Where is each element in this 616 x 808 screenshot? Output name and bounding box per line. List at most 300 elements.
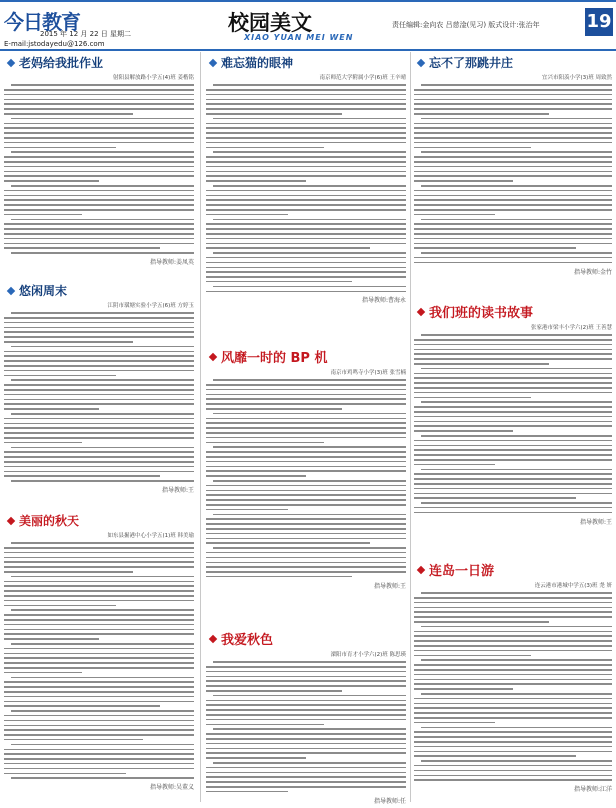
text-line: [4, 341, 133, 343]
text-line: [206, 262, 406, 264]
text-line: [206, 161, 406, 163]
text-line: [414, 746, 612, 748]
text-line: [414, 645, 612, 647]
text-line: [206, 123, 406, 125]
text-line: [206, 767, 406, 769]
text-line: [4, 137, 194, 139]
article-byline: 溧阳市育才小学六(2)班 陈思瑛: [330, 652, 406, 658]
text-line: [206, 233, 406, 235]
section-pinyin: XIAO YUAN MEI WEN: [244, 33, 354, 42]
text-line: [206, 685, 406, 687]
teacher-credit: 指导教师:吴董义: [149, 784, 194, 792]
text-line: [4, 432, 194, 434]
text-line: [206, 509, 288, 511]
text-line: [414, 512, 612, 514]
text-line: [421, 435, 612, 437]
text-line: [4, 132, 194, 134]
text-line: [421, 693, 612, 695]
text-line: [206, 389, 406, 391]
article-byline: 连云港市港城中学五(3)班 尧 妍: [534, 583, 612, 589]
text-line: [206, 127, 406, 129]
text-line: [206, 781, 406, 783]
text-line: [206, 576, 352, 578]
text-line: [414, 204, 612, 206]
text-line: [4, 238, 194, 240]
text-line: [414, 363, 549, 365]
article-title: 连岛一日游: [414, 560, 612, 579]
text-line: [206, 562, 406, 564]
text-line: [11, 710, 194, 712]
text-line: [4, 365, 194, 367]
text-line: [206, 566, 406, 568]
text-line: [213, 413, 406, 415]
text-line: [414, 387, 612, 389]
text-line: [414, 99, 612, 101]
text-line: [206, 499, 406, 501]
text-line: [213, 286, 406, 288]
text-line: [213, 379, 406, 381]
article-body: [414, 592, 612, 781]
text-line: [206, 257, 406, 259]
text-line: [206, 291, 406, 293]
article-body: [206, 379, 406, 577]
text-line: [4, 442, 82, 444]
text-line: [4, 571, 133, 573]
text-line: [414, 473, 612, 475]
article: [414, 560, 612, 793]
text-line: [206, 228, 406, 230]
text-line: [206, 156, 406, 158]
text-line: [414, 108, 612, 110]
article-byline: 张家港市梁丰小学六(2)班 王善慧: [530, 325, 612, 331]
text-line: [414, 123, 612, 125]
text-line: [414, 775, 612, 777]
text-line: [4, 142, 194, 144]
text-line: [213, 547, 406, 549]
text-line: [206, 190, 406, 192]
text-line: [414, 449, 612, 451]
text-line: [206, 466, 406, 468]
text-line: [4, 204, 194, 206]
diamond-bullet-icon: [417, 565, 425, 573]
diamond-bullet-icon: [7, 58, 15, 66]
text-line: [414, 147, 531, 149]
article: [4, 282, 194, 494]
article: [206, 347, 406, 590]
text-line: [414, 722, 495, 724]
text-line: [4, 408, 99, 410]
text-line: [414, 779, 612, 781]
text-line: [206, 733, 406, 735]
text-line: [11, 346, 194, 348]
text-line: [4, 667, 194, 669]
text-line: [414, 674, 612, 676]
text-line: [4, 763, 194, 765]
text-line: [206, 89, 406, 91]
text-line: [4, 94, 194, 96]
text-line: [206, 518, 406, 520]
text-line: [4, 403, 194, 405]
article: [4, 54, 194, 266]
text-line: [414, 493, 612, 495]
text-line: [213, 219, 406, 221]
text-line: [4, 99, 194, 101]
text-line: [4, 399, 194, 401]
text-line: [414, 736, 612, 738]
text-line: [414, 353, 612, 355]
text-line: [4, 705, 160, 707]
text-line: [206, 199, 406, 201]
text-line: [4, 701, 194, 703]
text-line: [414, 195, 612, 197]
text-line: [4, 423, 194, 425]
text-line: [206, 267, 406, 269]
article-title: 老妈给我批作业: [4, 54, 194, 71]
text-line: [4, 581, 194, 583]
text-line: [4, 758, 194, 760]
text-line: [206, 271, 406, 273]
article-title: 难忘猫的眼神: [206, 54, 406, 71]
article: [4, 512, 194, 791]
text-line: [4, 585, 194, 587]
text-line: [414, 382, 612, 384]
text-line: [11, 185, 194, 187]
teacher-credit: 指导教师:王: [579, 518, 612, 526]
text-line: [206, 542, 370, 544]
text-line: [206, 714, 406, 716]
text-line: [414, 175, 612, 177]
text-line: [4, 360, 194, 362]
article-body: [4, 84, 194, 253]
text-line: [414, 113, 549, 115]
article-body: [206, 84, 406, 292]
text-line: [414, 142, 612, 144]
text-line: [4, 773, 126, 775]
text-line: [414, 751, 612, 753]
text-line: [206, 384, 406, 386]
text-line: [414, 440, 612, 442]
text-line: [414, 209, 612, 211]
text-line: [4, 418, 194, 420]
text-line: [414, 454, 612, 456]
text-line: [4, 547, 194, 549]
text-line: [414, 621, 549, 623]
text-line: [213, 118, 406, 120]
text-line: [206, 475, 306, 477]
text-line: [206, 422, 406, 424]
text-line: [414, 94, 612, 96]
text-line: [4, 228, 194, 230]
text-line: [414, 607, 612, 609]
text-line: [4, 209, 194, 211]
article: [206, 54, 406, 304]
text-line: [4, 190, 194, 192]
text-line: [421, 727, 612, 729]
article-title: 我们班的读书故事: [414, 302, 612, 321]
text-line: [213, 151, 406, 153]
text-line: [206, 757, 306, 759]
article-body: [206, 661, 406, 792]
diamond-bullet-icon: [209, 634, 217, 642]
text-line: [11, 777, 194, 779]
text-line: [11, 219, 194, 221]
article-byline: 南京市鸡鸣寺小学(3)班 张雪楠: [330, 370, 406, 376]
text-line: [414, 349, 612, 351]
text-line: [4, 749, 194, 751]
text-line: [4, 247, 160, 249]
text-line: [206, 108, 406, 110]
text-line: [206, 456, 406, 458]
text-line: [421, 185, 612, 187]
text-line: [414, 257, 612, 259]
text-line: [206, 552, 406, 554]
text-line: [206, 132, 406, 134]
text-line: [206, 175, 406, 177]
text-line: [4, 147, 116, 149]
text-line: [213, 252, 406, 254]
text-line: [4, 729, 194, 731]
text-line: [206, 700, 406, 702]
column-divider: [410, 52, 411, 802]
text-line: [414, 430, 513, 432]
text-line: [414, 707, 612, 709]
text-line: [4, 653, 194, 655]
text-line: [11, 151, 194, 153]
text-line: [414, 180, 513, 182]
text-line: [206, 398, 406, 400]
text-line: [414, 166, 612, 168]
text-line: [206, 243, 406, 245]
article: [414, 54, 612, 276]
text-line: [4, 648, 194, 650]
masthead-bottom-rule: [0, 49, 616, 51]
text-line: [414, 459, 612, 461]
text-line: [414, 344, 612, 346]
text-line: [206, 485, 406, 487]
text-line: [414, 214, 495, 216]
text-line: [4, 214, 82, 216]
text-line: [206, 103, 406, 105]
text-line: [4, 768, 194, 770]
text-line: [206, 666, 406, 668]
text-line: [4, 600, 194, 602]
text-line: [414, 631, 612, 633]
text-line: [4, 739, 143, 741]
text-line: [206, 743, 406, 745]
text-line: [4, 351, 194, 353]
diamond-bullet-icon: [7, 286, 15, 294]
text-line: [11, 379, 194, 381]
text-line: [4, 471, 194, 473]
text-line: [4, 629, 194, 631]
text-line: [4, 595, 194, 597]
text-line: [421, 151, 612, 153]
article-body: [414, 84, 612, 263]
text-line: [206, 394, 406, 396]
text-line: [421, 118, 612, 120]
text-line: [4, 681, 194, 683]
text-line: [4, 734, 194, 736]
article-title: 忘不了那跳井庄: [414, 54, 612, 71]
text-line: [4, 725, 194, 727]
text-line: [206, 442, 324, 444]
text-line: [421, 760, 612, 762]
text-line: [4, 466, 194, 468]
text-line: [4, 243, 194, 245]
text-line: [4, 720, 194, 722]
text-line: [4, 195, 194, 197]
text-line: [414, 635, 612, 637]
text-line: [206, 281, 352, 283]
article: [414, 302, 612, 526]
text-line: [4, 161, 194, 163]
text-line: [421, 368, 612, 370]
diamond-bullet-icon: [209, 58, 217, 66]
article-byline: 如东县掘港中心小学五(1)班 韩美瑜: [107, 533, 194, 539]
masthead: [0, 0, 616, 50]
text-line: [414, 770, 612, 772]
text-line: [213, 661, 406, 663]
text-line: [4, 156, 194, 158]
text-line: [11, 609, 194, 611]
text-line: [206, 786, 406, 788]
text-line: [4, 753, 194, 755]
text-line: [414, 233, 612, 235]
text-line: [206, 142, 406, 144]
text-line: [206, 195, 406, 197]
teacher-credit: 指导教师:王: [161, 486, 194, 494]
text-line: [4, 619, 194, 621]
text-line: [414, 640, 612, 642]
text-line: [4, 327, 194, 329]
text-line: [213, 514, 406, 516]
text-line: [4, 336, 194, 338]
text-line: [11, 413, 194, 415]
text-line: [206, 504, 406, 506]
text-line: [213, 185, 406, 187]
teacher-credit: 指导教师:任: [373, 797, 406, 805]
text-line: [414, 765, 612, 767]
text-line: [4, 199, 194, 201]
diamond-bullet-icon: [417, 307, 425, 315]
text-line: [4, 322, 194, 324]
text-line: [4, 180, 99, 182]
text-line: [414, 411, 612, 413]
text-line: [4, 633, 194, 635]
editor-credits: 责任编辑:金向农 吕慈淦(见习) 版式设计:张治年: [392, 21, 540, 29]
text-line: [4, 123, 194, 125]
text-line: [414, 223, 612, 225]
text-line: [414, 156, 612, 158]
text-line: [414, 406, 612, 408]
text-line: [414, 132, 612, 134]
text-line: [421, 592, 612, 594]
text-line: [4, 691, 194, 693]
text-line: [206, 113, 342, 115]
text-line: [206, 94, 406, 96]
text-line: [4, 89, 194, 91]
text-line: [206, 776, 406, 778]
text-line: [414, 669, 612, 671]
text-line: [414, 190, 612, 192]
text-line: [11, 542, 194, 544]
text-line: [421, 252, 612, 254]
text-line: [4, 233, 194, 235]
text-line: [11, 312, 194, 314]
text-line: [206, 791, 288, 793]
text-line: [4, 317, 194, 319]
text-line: [4, 427, 194, 429]
text-line: [414, 507, 612, 509]
text-line: [206, 403, 406, 405]
text-line: [206, 99, 406, 101]
text-line: [414, 445, 612, 447]
article-byline: 江阴市璜塘实验小学五(6)班 方婷玉: [107, 303, 194, 309]
issue-date: 2015 年 12 月 22 日 星期二: [40, 30, 131, 38]
text-line: [414, 712, 612, 714]
text-line: [414, 755, 576, 757]
text-line: [4, 384, 194, 386]
text-line: [11, 677, 194, 679]
text-line: [4, 375, 116, 377]
teacher-credit: 指导教师:王: [373, 582, 406, 590]
text-line: [414, 683, 612, 685]
text-line: [11, 480, 194, 482]
text-line: [414, 679, 612, 681]
text-line: [414, 339, 612, 341]
text-line: [414, 103, 612, 105]
text-line: [4, 696, 194, 698]
text-line: [414, 89, 612, 91]
text-line: [206, 680, 406, 682]
diamond-bullet-icon: [209, 352, 217, 360]
text-line: [414, 228, 612, 230]
article-title: 我爱秋色: [206, 629, 406, 648]
text-line: [206, 180, 306, 182]
text-line: [206, 772, 406, 774]
text-line: [4, 113, 133, 115]
text-line: [4, 223, 194, 225]
text-line: [414, 377, 612, 379]
text-line: [4, 456, 194, 458]
text-line: [414, 425, 612, 427]
text-line: [4, 331, 194, 333]
text-line: [213, 728, 406, 730]
text-line: [4, 557, 194, 559]
text-line: [213, 84, 406, 86]
text-line: [206, 557, 406, 559]
text-line: [4, 355, 194, 357]
text-line: [206, 704, 406, 706]
text-line: [414, 373, 612, 375]
text-line: [4, 166, 194, 168]
text-line: [206, 418, 406, 420]
text-line: [206, 209, 406, 211]
text-line: [206, 238, 406, 240]
text-line: [4, 715, 194, 717]
text-line: [4, 451, 194, 453]
text-line: [4, 552, 194, 554]
text-line: [206, 470, 406, 472]
text-line: [206, 461, 406, 463]
text-line: [11, 84, 194, 86]
text-line: [206, 223, 406, 225]
text-line: [4, 370, 194, 372]
logo-text: 今日教育: [4, 10, 80, 34]
text-line: [4, 389, 194, 391]
article-body: [4, 312, 194, 481]
text-line: [414, 664, 612, 666]
